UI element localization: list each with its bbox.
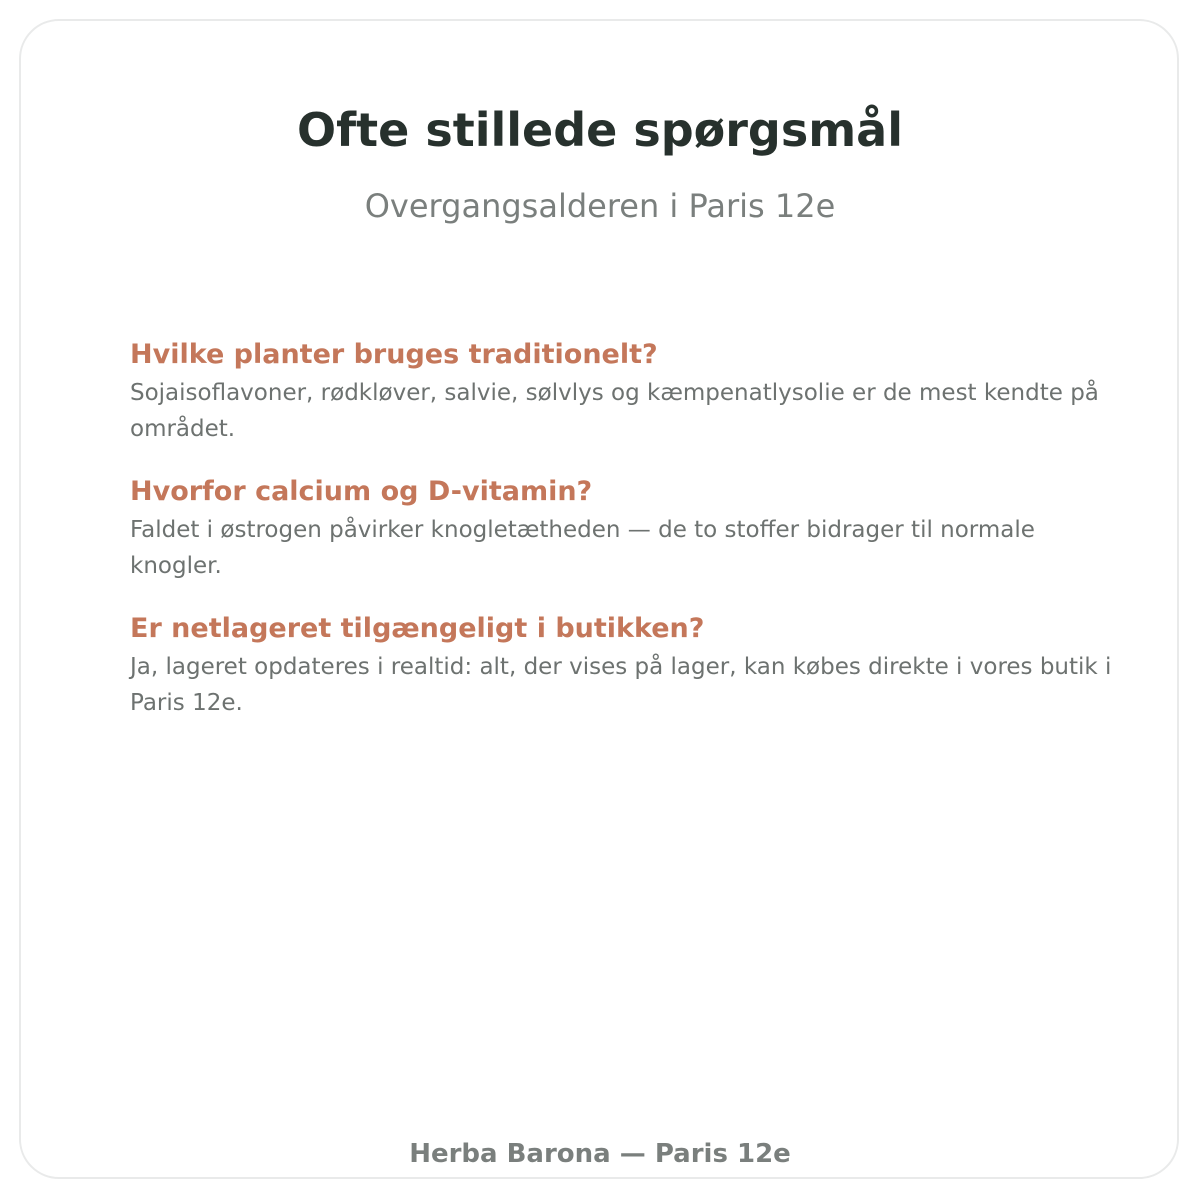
faq-question: Hvilke planter bruges traditionelt? xyxy=(130,339,658,370)
faq-question: Er netlageret tilgængeligt i butikken? xyxy=(130,613,705,644)
faq-item xyxy=(130,473,1120,584)
footer-store-name: Herba Barona — Paris 12e xyxy=(409,1139,791,1169)
faq-answer: Faldet i østrogen påvirker knogletætheden — de to stoffer bidrager til normale knogler. xyxy=(130,517,1035,579)
faq-answer: Ja, lageret opdateres i realtid: alt, der vises på lager, kan købes direkte i vores butik i Paris 12e. xyxy=(130,654,1112,716)
page-subtitle: Overgangsalderen i Paris 12e xyxy=(364,187,836,225)
faq-list xyxy=(130,336,1120,747)
faq-answer: Sojaisoflavoner, rødkløver, salvie, sølvlys og kæmpenatlysolie er de mest kendte på området. xyxy=(130,380,1099,442)
page-title: Ofte stillede spørgsmål xyxy=(297,103,903,157)
faq-item xyxy=(130,336,1120,447)
faq-item xyxy=(130,610,1120,721)
faq-question: Hvorfor calcium og D-vitamin? xyxy=(130,476,593,507)
